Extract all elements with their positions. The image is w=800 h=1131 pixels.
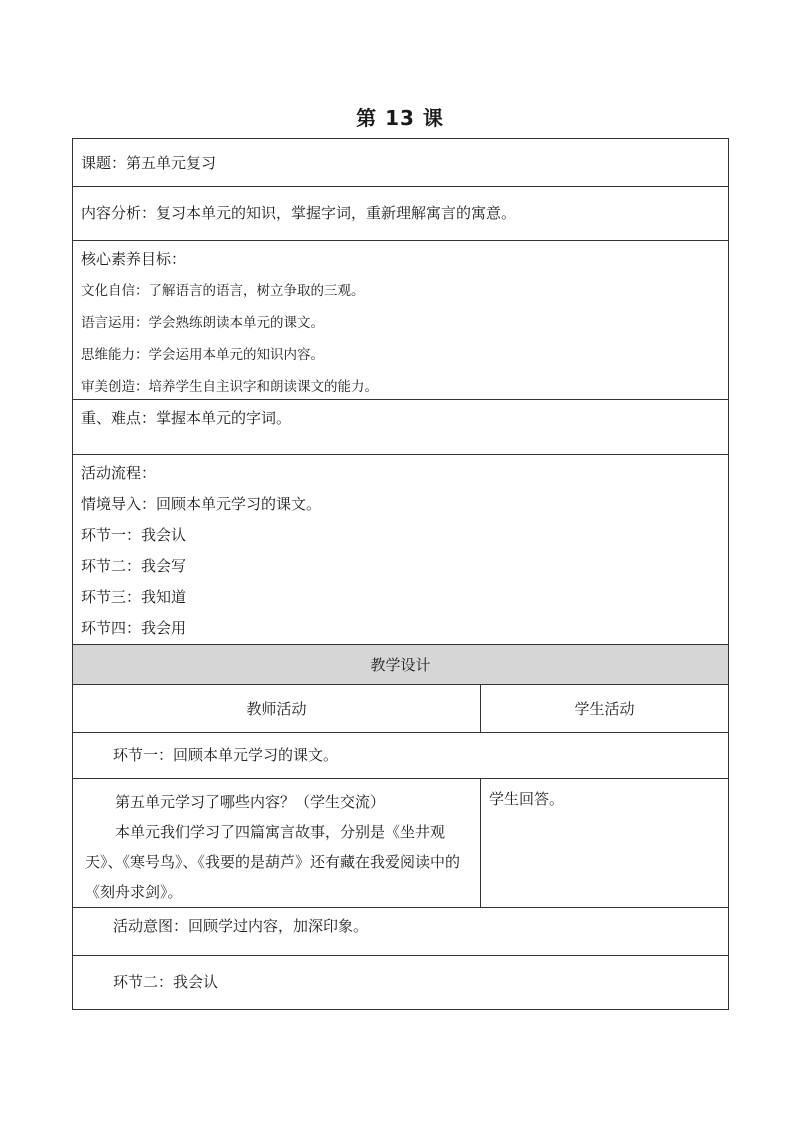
topic-row bbox=[73, 139, 729, 187]
core-literacy-row bbox=[73, 241, 729, 400]
core-literacy-item: 语言运用：学会熟练朗读本单元的课文。 bbox=[81, 315, 324, 331]
lesson-plan-table bbox=[72, 138, 729, 1010]
content-analysis-cell: 内容分析：复习本单元的知识，掌握字词，重新理解寓言的寓意。 bbox=[73, 187, 729, 241]
activity-flow-item: 环节二：我会写 bbox=[81, 557, 187, 575]
activity-flow-item: 环节一：我会认 bbox=[81, 526, 187, 544]
student-response: 学生回答。 bbox=[489, 790, 565, 808]
activity-intent-row bbox=[73, 908, 729, 956]
activity-flow-heading: 活动流程： bbox=[81, 464, 157, 482]
teacher-activity-header: 教师活动 bbox=[73, 685, 481, 733]
core-literacy-item: 文化自信：了解语言的语言，树立争取的三观。 bbox=[81, 283, 365, 299]
activity-intent-cell: 活动意图：回顾学过内容，加深印象。 bbox=[73, 908, 729, 956]
teacher-activity-cell bbox=[73, 779, 481, 908]
core-literacy-heading: 核心素养目标： bbox=[81, 250, 187, 268]
activity-flow-item: 环节四：我会用 bbox=[81, 619, 187, 637]
core-literacy-item: 审美创造：培养学生自主识字和朗读课文的能力。 bbox=[81, 379, 378, 395]
step-two-cell: 环节二：我会认 bbox=[73, 956, 729, 1010]
activity-flow-row bbox=[73, 455, 729, 645]
teacher-answer-text: 本单元我们学习了四篇寓言故事，分别是《坐井观天》、《寒号鸟》、《我要的是葫芦》还有藏在我爱阅读中的《刻舟求剑》。 bbox=[85, 823, 461, 901]
teacher-question: 第五单元学习了哪些内容？（学生交流） bbox=[115, 793, 386, 811]
qa-row bbox=[73, 779, 729, 908]
page-title: 第 13 课 bbox=[356, 106, 444, 130]
student-activity-cell bbox=[481, 779, 729, 908]
teaching-design-header: 教学设计 bbox=[73, 645, 729, 685]
step-one-cell: 环节一：回顾本单元学习的课文。 bbox=[73, 733, 729, 779]
activity-flow-item: 情境导入：回顾本单元学习的课文。 bbox=[81, 495, 322, 513]
activity-flow-item: 环节三：我知道 bbox=[81, 588, 187, 606]
student-activity-header: 学生活动 bbox=[481, 685, 729, 733]
column-header-row bbox=[73, 685, 729, 733]
core-literacy-item: 思维能力：学会运用本单元的知识内容。 bbox=[81, 347, 324, 363]
key-points-row bbox=[73, 400, 729, 455]
key-points-cell: 重、难点：掌握本单元的字词。 bbox=[73, 400, 729, 455]
step-one-row bbox=[73, 733, 729, 779]
step-two-row bbox=[73, 956, 729, 1010]
core-literacy-cell bbox=[73, 241, 729, 400]
content-analysis-row bbox=[73, 187, 729, 241]
teaching-design-header-row bbox=[73, 645, 729, 685]
topic-cell: 课题：第五单元复习 bbox=[73, 139, 729, 187]
activity-flow-cell bbox=[73, 455, 729, 645]
